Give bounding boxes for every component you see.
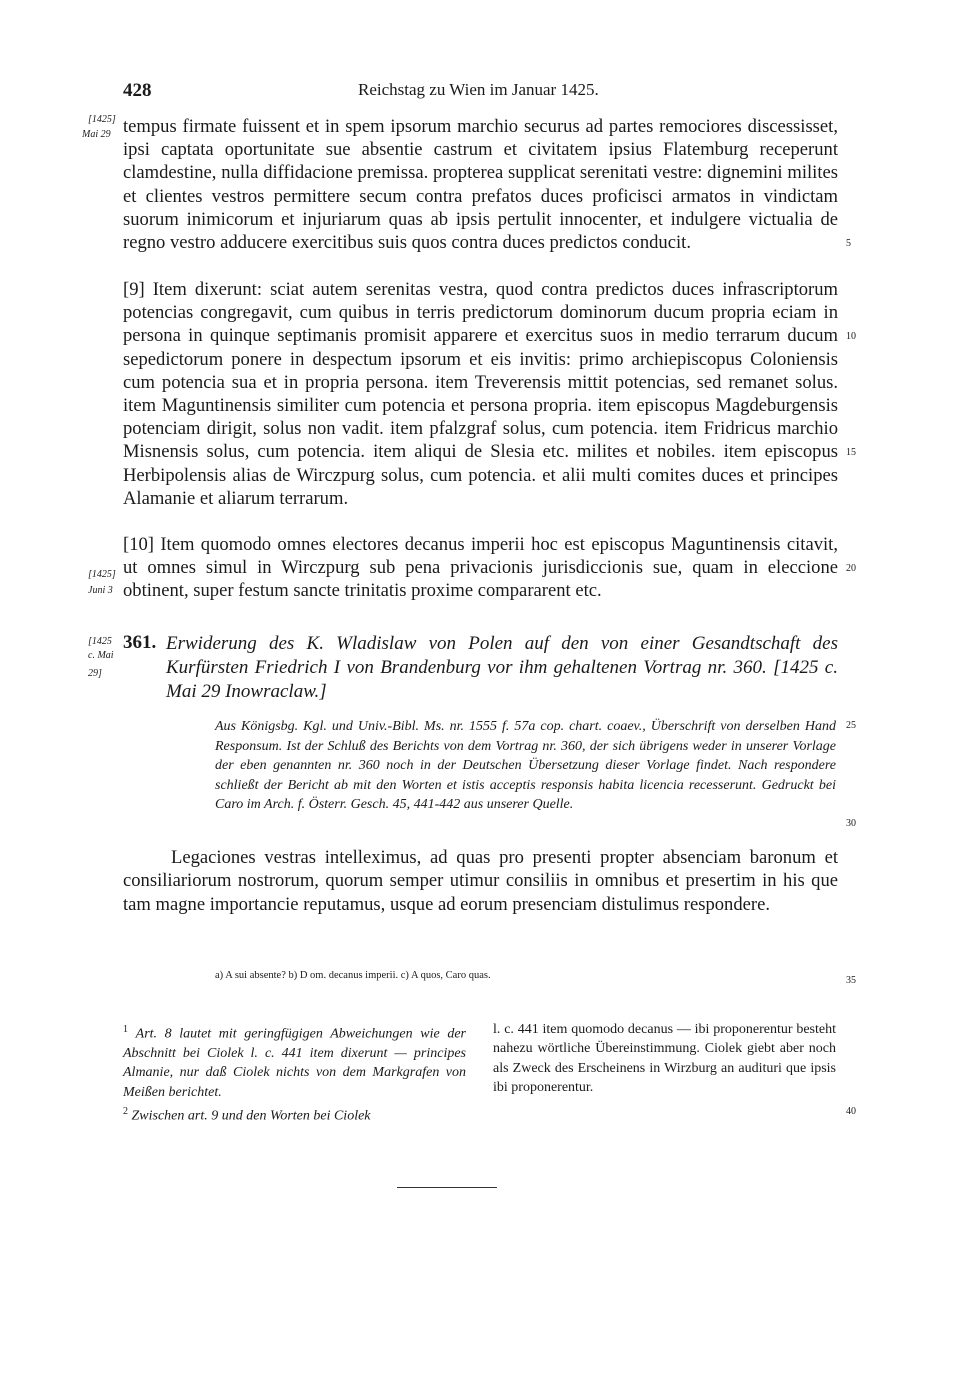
paragraph-8-continuation: tempus firmate fuissent et in spem ipsorum marchio securus ad partes remociores discessisset, ipsi captata oportunitate sue absentie castrum et civitatem ipsius Flatemburg receperunt clamdestine, nulla diffidacione premissa. propterea supplicat serenitati vestre: dignemini milites et clientes vestros permittere secum contra prefatos duces proficisci armatos in vindictam suorum inimicorum et injuriarum quas ab ipsis pertulit innocenter, et indulgere victualia de regno vestro adducere exercitibus suis quos contra duces predictos conducit.: [123, 116, 838, 254]
page-number: 428: [123, 80, 152, 101]
line-number: 20: [846, 563, 856, 574]
document-body: Legaciones vestras intelleximus, ad quas pro presenti propter absenciam baronum et consiliariorum nostrorum, quorum semper utimur consiliis in omnibus et presertim in his que tam magne importancie reputamus, usque ad eorum presenciam distulimus respondere.: [123, 847, 838, 915]
margin-note-doc-day: 29]: [88, 668, 102, 679]
line-number: 5: [846, 238, 851, 249]
footnote-column-left: [123, 1020, 466, 1126]
margin-note-doc-cmai: c. Mai: [88, 650, 114, 661]
source-note: Aus Königsbg. Kgl. und Univ.-Bibl. Ms. nr. 1555 f. 57a cop. chart. coaev., Überschrift von derselben Hand Responsum. Ist der Schluß des Berichts von dem Vortrag nr. 360, der sich übrigens weder in unserer Vorlage der eben genannten nr. 360 noch in der Deutschen Übersetzung dieser Vorlage findet. Nach respondere schließt der Bericht ab mit den Worten et istis acceptis responsis habita licencia recesserunt. Gedruckt bei Caro im Arch. f. Österr. Gesch. 45, 441-442 aus unserer Quelle.: [215, 719, 836, 812]
paragraph-9: [9] Item dixerunt: sciat autem serenitas vestra, quod contra predictos duces infrascriptorum potencias congregavit, cum quibus in terris predictorum dominorum ducum propria eciam in persona in quinque septimanis promisit apparere et exercitus suos in medio terrarum ducum sepedictorum ponere in despectum ipsorum et eis invitis: primo archiepiscopus Coloniensis cum potencia sua et in propria persona. item Treverensis mittit potencias, sed remanet solus. item Maguntinensis similiter cum potencia et persona propria. item episcopus Magdeburgensis potenciam dirigit, solus non vadit. item pfalzgraf solus, cum potencia. item Fridricus marchio Misnensis solus, cum potencia. item aliqui de Slesia etc. milites et nobiles. item episcopus Herbipolensis alias de Wirczpurg solus, cum potencia. et alii multi comites duces et principes Alamanie et aliarum terrarum.: [123, 279, 838, 509]
margin-note-year: [1425]: [88, 114, 116, 125]
line-number: 25: [846, 720, 856, 731]
running-head: Reichstag zu Wien im Januar 1425.: [358, 80, 599, 99]
margin-note-date-b: Juni 3: [88, 585, 113, 596]
margin-note-year-b: [1425]: [88, 569, 116, 580]
line-number: 35: [846, 975, 856, 986]
document-number: 361.: [123, 632, 157, 653]
document-title: Erwiderung des K. Wladislaw von Polen auf den von einer Gesandtschaft des Kurfürsten Friedrich I von Brandenburg vor ihm gehaltenen Vortrag nr. 360. [1425 c. Mai 29 Inowraclaw.]: [166, 633, 838, 702]
footer-rule: [397, 1187, 497, 1188]
line-number: 40: [846, 1106, 856, 1117]
textual-apparatus: a) A sui absente? b) D om. decanus imperii. c) A quos, Caro quas.: [215, 970, 491, 981]
line-number: 30: [846, 818, 856, 829]
paragraph-10: [10] Item quomodo omnes electores decanus imperii hoc est episcopus Maguntinensis citavit, ut omnes simul in Wirczpurg sub pena privacionis jurisdiccionis sue, quam in eleccione obtinent, super festum sancte trinitatis proxime compararent etc.: [123, 534, 838, 602]
footnote-column-right: l. c. 441 item quomodo decanus — ibi proponerentur besteht nahezu wörtliche Übereinstimmung. Ciolek giebt aber noch als Zweck des Erscheinens in Wirzburg an audituri que ipsis ibi proponerentur.: [493, 1022, 836, 1095]
line-number: 10: [846, 331, 856, 342]
footnote-2-start: $^2$ Zwischen art. 9 und den Worten bei Ciolek: [123, 1105, 371, 1124]
line-number: 15: [846, 447, 856, 458]
margin-note-doc-year: [1425: [88, 636, 112, 647]
footnote-1: $^1$ Art. 8 lautet mit geringfügigen Abweichungen wie der Abschnitt bei Ciolek l. c. 441 item dixerunt — principes Almanie, nur daß Ciolek nichts von dem Markgrafen von Meißen berichtet.: [123, 1024, 467, 1100]
margin-note-date: Mai 29: [82, 129, 111, 140]
